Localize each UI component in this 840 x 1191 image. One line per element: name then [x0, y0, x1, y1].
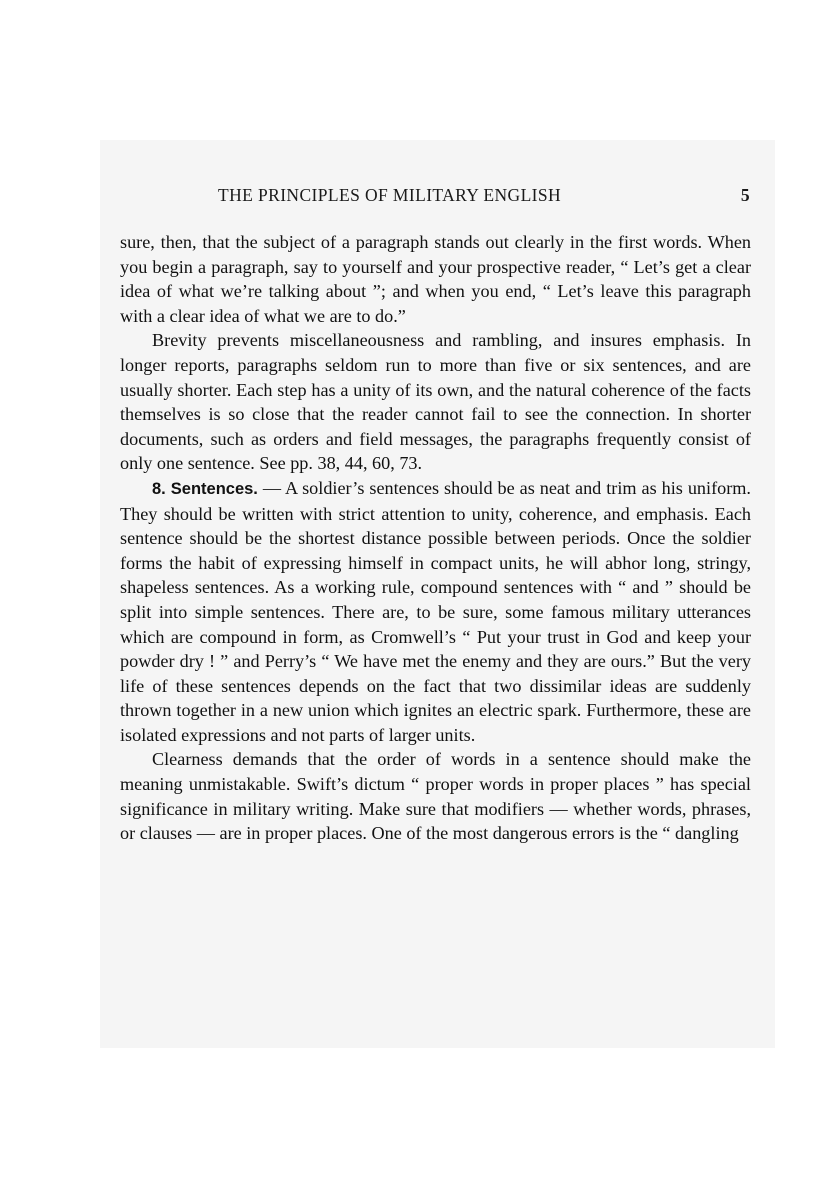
section-heading-sentences: 8. Sentences. — [152, 479, 258, 498]
running-header — [120, 185, 750, 213]
paragraph-clearness: Clearness demands that the order of words in a sentence should make the meaning unmistakable. Swift’s dictum “ proper words in proper places ” has special significance in military writing. Make sure that modifiers — whether words, phrases, or clauses — are in proper places. One of the most dangerous errors is the “ dangling — [120, 749, 751, 844]
paragraph-sentences — [120, 476, 751, 748]
paragraph-continuation: sure, then, that the subject of a paragraph stands out clearly in the first words. When you begin a paragraph, say to yourself and your prospective reader, “ Let’s get a clear idea of what we’re talking about ”; and when you end, “ Let’s leave this paragraph with a clear idea of what we are to do.” — [120, 232, 751, 326]
paragraph-brevity: Brevity prevents miscellaneousness and rambling, and insures emphasis. In longer reports, paragraphs seldom run to more than five or six sentences, and are usually shorter. Each step has a unity of its own, and the natural coherence of the facts themselves is so close that the reader cannot fail to see the connection. In shorter documents, such as orders and field messages, the paragraphs frequently consist of only one sentence. See pp. 38, 44, 60, 73. — [120, 330, 751, 474]
paragraph-sentences-body: — A soldier’s sentences should be as neat and trim as his uniform. They should be written with strict attention to unity, coherence, and emphasis. Each sentence should be the shortest distance possible between periods. Once the soldier forms the habit of expressing himself in compact units, he will abhor long, stringy, shapeless sentences. As a working rule, compound sentences with “ and ” should be split into simple sentences. There are, to be sure, some famous military utterances which are compound in form, as Cromwell’s “ Put your trust in God and keep your powder dry ! ” and Perry’s “ We have met the enemy and they are ours.” But the very life of these sentences depends on the fact that two dissimilar ideas are suddenly thrown together in a new union which ignites an electric spark. Furthermore, these are isolated expressions and not parts of larger units. — [120, 477, 751, 745]
running-title: THE PRINCIPLES OF MILITARY ENGLISH — [218, 185, 562, 205]
page-number: 5 — [740, 185, 750, 205]
body-text — [120, 230, 751, 846]
